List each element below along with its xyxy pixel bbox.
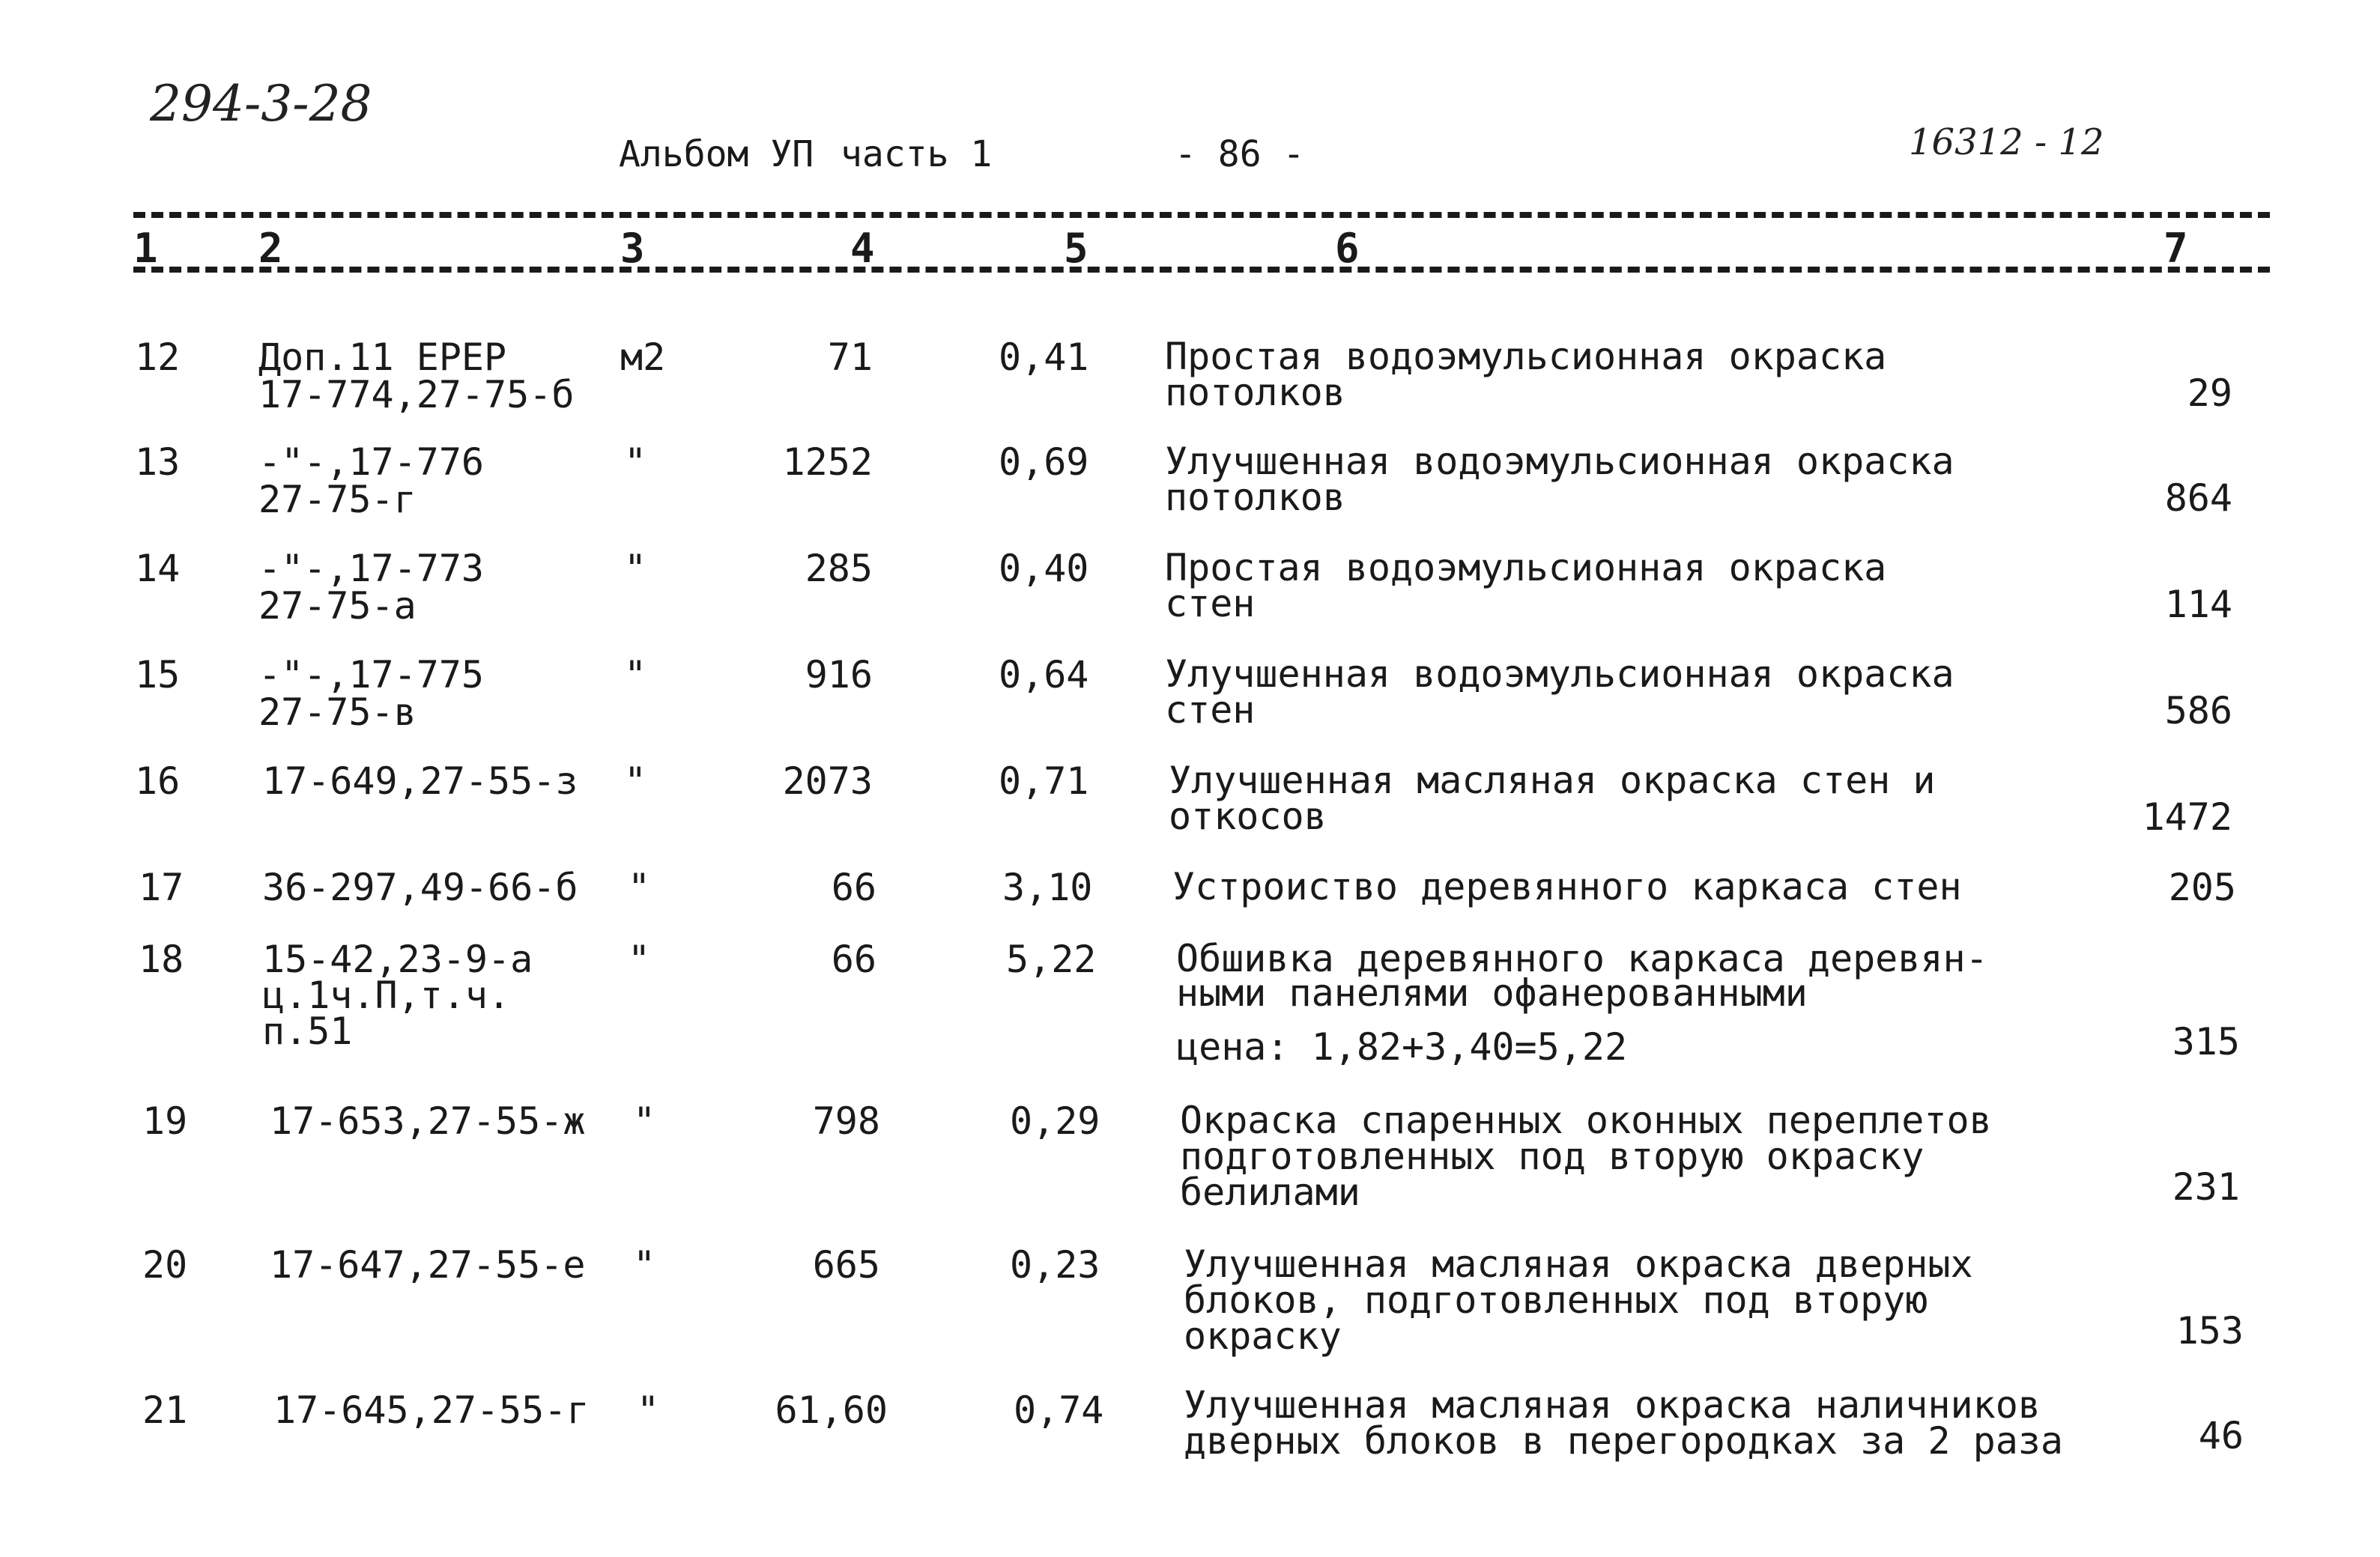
- page-number: - 86 -: [1175, 133, 1305, 175]
- quantity: 1252: [782, 440, 873, 484]
- quantity: 61,60: [775, 1388, 888, 1432]
- total-cost: 153: [2175, 1309, 2244, 1353]
- total-cost: 46: [2198, 1414, 2244, 1457]
- total-cost: 586: [2164, 689, 2232, 732]
- row-number: 15: [135, 653, 181, 696]
- reference-code: 17-649,27-55-з: [262, 759, 578, 803]
- unit-price: 0,41: [999, 336, 1089, 379]
- reference-code: -"-,17-773: [258, 547, 485, 590]
- unit: ": [624, 440, 647, 484]
- unit-price: 0,69: [999, 440, 1089, 484]
- column-number-5: 5: [1064, 225, 1088, 272]
- quantity: 285: [805, 547, 873, 590]
- work-description: подготовленных под вторую окраску: [1180, 1135, 1925, 1178]
- work-description: блоков, подготовленных под вторую: [1184, 1278, 1928, 1322]
- unit: ": [624, 547, 647, 590]
- work-description: Простая водоэмульсионная окраска: [1165, 335, 1887, 378]
- quantity: 71: [827, 336, 873, 379]
- unit-price: 0,71: [999, 759, 1089, 803]
- row-number: 16: [135, 759, 181, 803]
- reference-code: 27-75-г: [258, 478, 417, 521]
- column-number-7: 7: [2164, 225, 2188, 272]
- work-description: стен: [1165, 688, 1256, 732]
- reference-code: Доп.11 ЕРЕР: [258, 336, 507, 379]
- bottom-dashed-rule: [133, 267, 2270, 273]
- work-description: Обшивка деревянного каркаса деревян-: [1176, 937, 1988, 980]
- column-number-3: 3: [620, 225, 645, 272]
- column-number-1: 1: [133, 225, 158, 272]
- reference-code: -"-,17-775: [258, 653, 485, 696]
- work-description: потолков: [1165, 476, 1345, 519]
- total-cost: 231: [2172, 1165, 2240, 1209]
- unit: м2: [620, 336, 666, 379]
- reference-code: ц.1ч.П,т.ч.: [262, 974, 511, 1017]
- unit-price: 0,74: [1014, 1388, 1104, 1432]
- quantity: 66: [831, 938, 876, 981]
- row-number: 18: [139, 938, 184, 981]
- work-description: Улучшенная масляная окраска дверных: [1184, 1242, 1973, 1286]
- quantity: 916: [805, 653, 873, 696]
- unit-price: 3,10: [1002, 866, 1093, 909]
- unit: ": [633, 1099, 656, 1143]
- work-description: Устроиство деревянного каркаса стен: [1172, 865, 1962, 908]
- reference-code: 27-75-а: [258, 584, 417, 628]
- part-label: часть 1: [841, 133, 993, 175]
- row-number: 21: [142, 1388, 188, 1432]
- work-description: Окраска спаренных оконных переплетов: [1180, 1099, 1992, 1142]
- unit: ": [628, 866, 651, 909]
- quantity: 66: [831, 866, 876, 909]
- unit: ": [637, 1388, 660, 1432]
- row-number: 20: [142, 1243, 188, 1287]
- reference-code: п.51: [262, 1010, 353, 1053]
- work-description: Улучшенная масляная окраска наличников: [1184, 1383, 2041, 1427]
- reference-code: 17-653,27-55-ж: [270, 1099, 586, 1143]
- work-description: потолков: [1165, 371, 1345, 414]
- unit-price: 0,29: [1010, 1099, 1100, 1143]
- work-description: ными панелями офанерованными: [1176, 971, 1808, 1015]
- quantity: 2073: [782, 759, 873, 803]
- unit: ": [624, 759, 647, 803]
- unit: ": [633, 1243, 656, 1287]
- album-label: Альбом УП: [619, 133, 814, 175]
- total-cost: 864: [2164, 476, 2232, 520]
- work-description: белилами: [1180, 1171, 1360, 1214]
- work-description: Улучшенная водоэмульсионная окраска: [1165, 652, 1954, 696]
- price-formula: цена: 1,82+3,40=5,22: [1176, 1025, 1628, 1069]
- reference-code: 27-75-в: [258, 691, 417, 734]
- reference-code: 15-42,23-9-а: [262, 938, 533, 981]
- column-number-2: 2: [258, 225, 283, 272]
- column-number-6: 6: [1335, 225, 1360, 272]
- work-description: откосов: [1169, 795, 1327, 838]
- unit-price: 0,40: [999, 547, 1089, 590]
- total-cost: 1472: [2142, 795, 2232, 839]
- work-description: Простая водоэмульсионная окраска: [1165, 546, 1887, 589]
- row-number: 13: [135, 440, 181, 484]
- quantity: 665: [812, 1243, 880, 1287]
- total-cost: 114: [2164, 583, 2232, 626]
- doc-code: 294-3-28: [150, 75, 372, 133]
- unit: ": [624, 653, 647, 696]
- reference-code: -"-,17-776: [258, 440, 485, 484]
- reference-code: 17-774,27-75-б: [258, 373, 575, 416]
- work-description: дверных блоков в перегородках за 2 раза: [1184, 1419, 2063, 1463]
- work-description: Улучшенная водоэмульсионная окраска: [1165, 440, 1954, 483]
- row-number: 17: [139, 866, 184, 909]
- top-dashed-rule: [133, 212, 2270, 218]
- unit: ": [628, 938, 651, 981]
- unit-price: 0,23: [1010, 1243, 1100, 1287]
- ref-code: 16312 - 12: [1909, 121, 2104, 163]
- work-description: Улучшенная масляная окраска стен и: [1169, 759, 1936, 802]
- work-description: окраску: [1184, 1314, 1342, 1358]
- column-number-4: 4: [850, 225, 875, 272]
- reference-code: 17-645,27-55-г: [273, 1388, 590, 1432]
- total-cost: 315: [2172, 1020, 2240, 1063]
- reference-code: 36-297,49-66-б: [262, 866, 578, 909]
- row-number: 14: [135, 547, 181, 590]
- unit-price: 0,64: [999, 653, 1089, 696]
- reference-code: 17-647,27-55-е: [270, 1243, 586, 1287]
- total-cost: 29: [2187, 371, 2232, 415]
- quantity: 798: [812, 1099, 880, 1143]
- total-cost: 205: [2168, 866, 2236, 909]
- row-number: 12: [135, 336, 181, 379]
- unit-price: 5,22: [1006, 938, 1097, 981]
- work-description: стен: [1165, 582, 1256, 625]
- row-number: 19: [142, 1099, 188, 1143]
